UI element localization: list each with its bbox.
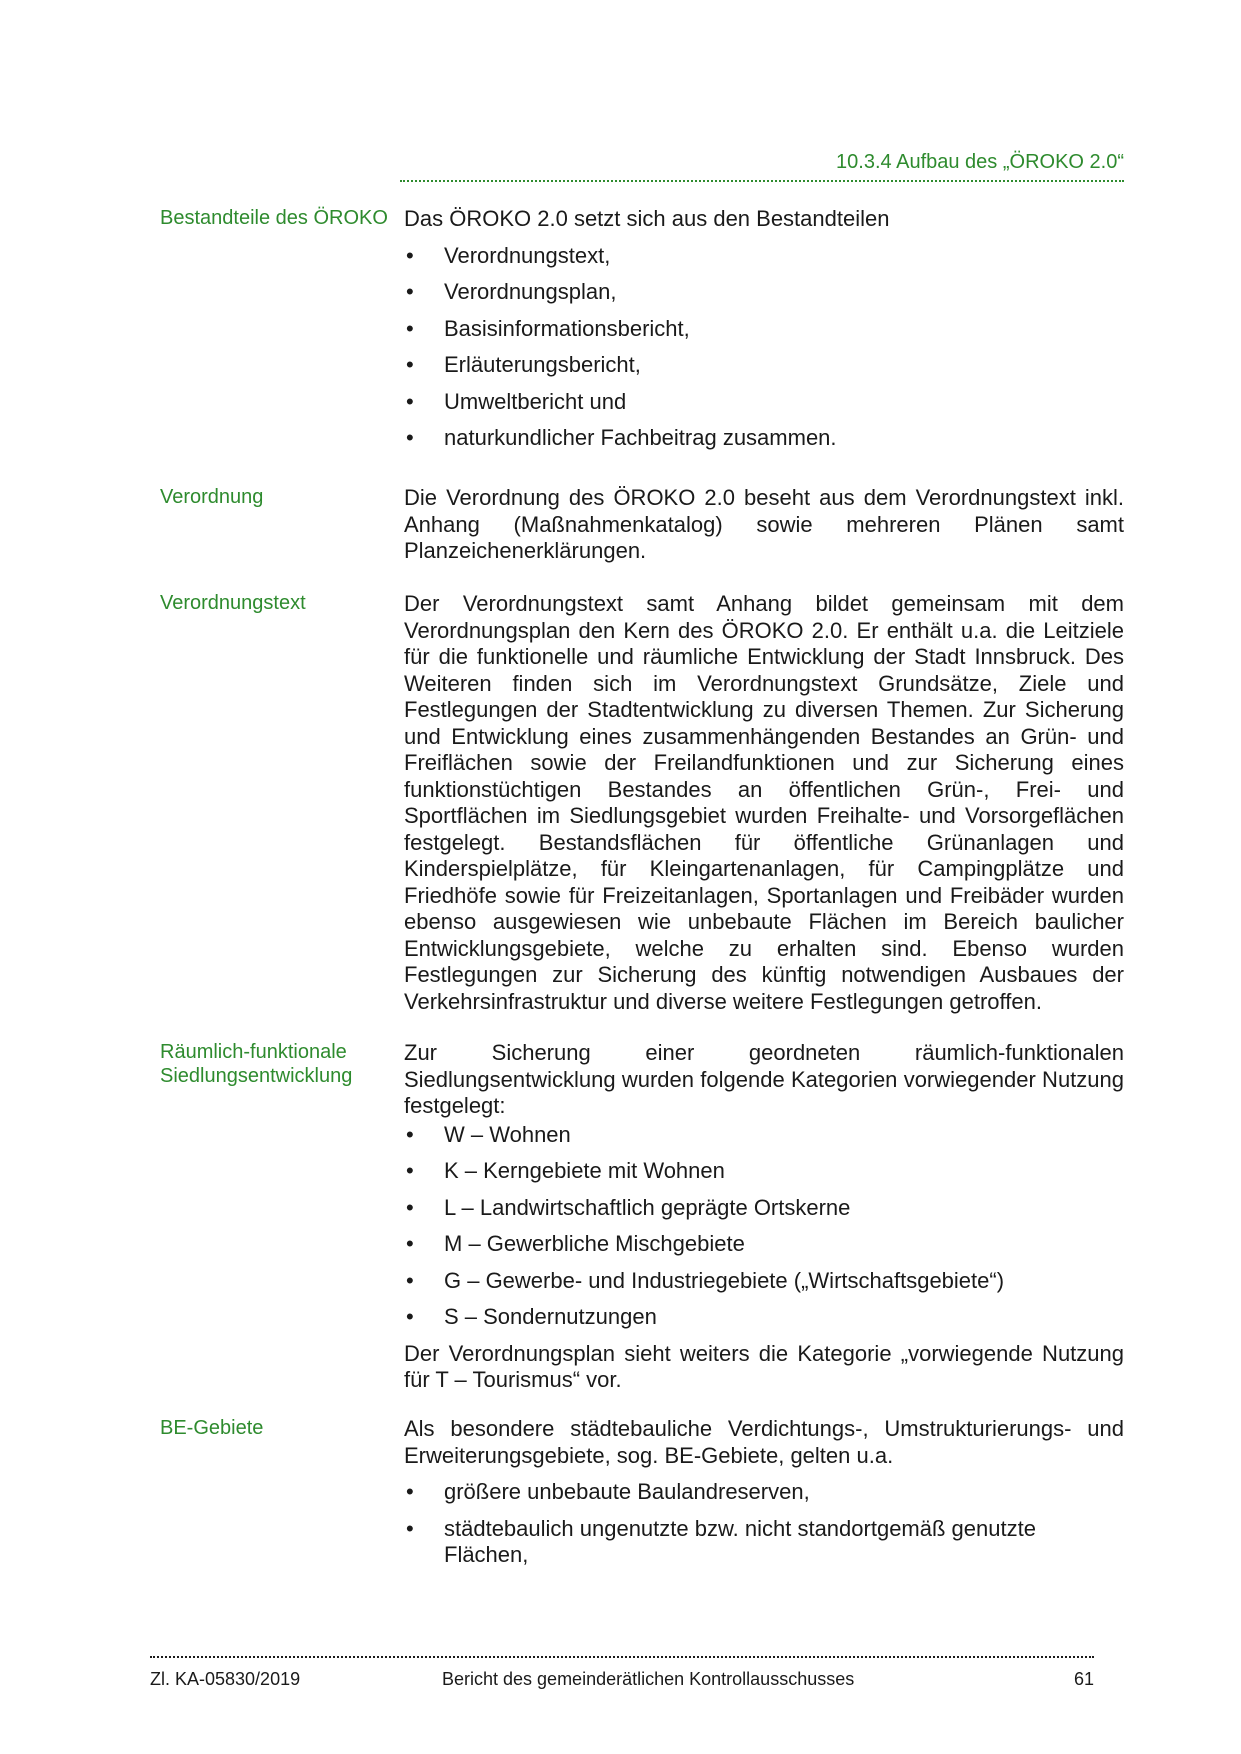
footer-title: Bericht des gemeinderätlichen Kontrollausschusses: [442, 1669, 855, 1689]
paragraph-intro: Das ÖROKO 2.0 setzt sich aus den Bestandteilen: [404, 206, 890, 231]
list-item: • Umweltbericht und: [404, 389, 1124, 416]
list-item: • M – Gewerbliche Mischgebiete: [404, 1231, 1124, 1258]
bullet-list-be-gebiete: [404, 1479, 1124, 1569]
section-header: 10.3.4 Aufbau des „ÖROKO 2.0“: [400, 150, 1124, 182]
paragraph-verordnung: Die Verordnung des ÖROKO 2.0 beseht aus dem Verordnungstext inkl. Anhang (Maßnahmenkatalog) sowie mehreren Plänen samt Planzeichenerklärungen.: [404, 485, 1124, 563]
margin-label-verordnung: Verordnung: [160, 486, 264, 508]
content-raeumlich: [404, 1040, 1124, 1394]
list-item: • L – Landwirtschaftlich geprägte Ortskerne: [404, 1195, 1124, 1222]
list-item: • größere unbebaute Baulandreserven,: [404, 1479, 1124, 1506]
list-item: • Basisinformationsbericht,: [404, 316, 1124, 343]
list-item: • Verordnungstext,: [404, 243, 1124, 270]
list-item: • städtebaulich ungenutzte bzw. nicht standortgemäß genutzte Flächen,: [404, 1516, 1124, 1569]
margin-label-be-gebiete: BE-Gebiete: [160, 1417, 264, 1439]
content-be-gebiete: [404, 1416, 1124, 1579]
list-item: • G – Gewerbe- und Industriegebiete („Wirtschaftsgebiete“): [404, 1268, 1124, 1295]
list-item: • Verordnungsplan,: [404, 279, 1124, 306]
list-item: • K – Kerngebiete mit Wohnen: [404, 1158, 1124, 1185]
paragraph-outro: Der Verordnungsplan sieht weiters die Kategorie „vorwiegende Nutzung für T – Tourismus“ vor.: [404, 1340, 1124, 1392]
margin-label-bestandteile: Bestandteile des ÖROKO: [160, 207, 388, 229]
list-item: • W – Wohnen: [404, 1122, 1124, 1149]
paragraph-intro: Als besondere städtebauliche Verdichtungs-, Umstrukturierungs- und Erweiterungsgebiete, sog. BE-Gebiete, gelten u.a.: [404, 1416, 1124, 1468]
bullet-list-nutzung: [404, 1122, 1124, 1331]
list-item: • naturkundlicher Fachbeitrag zusammen.: [404, 425, 1124, 452]
footer-divider: [150, 1656, 1094, 1658]
list-item: • Erläuterungsbericht,: [404, 352, 1124, 379]
page-number: 61: [1073, 1669, 1094, 1689]
content-bestandteile: [404, 206, 1124, 462]
bullet-list-bestandteile: [404, 243, 1124, 452]
margin-label-verordnungstext: Verordnungstext: [160, 592, 306, 614]
paragraph-verordnungstext: Der Verordnungstext samt Anhang bildet gemeinsam mit dem Verordnungsplan den Kern des ÖROKO 2.0. Er enthält u.a. die Leitziele für die funktionelle und räumliche Entwicklung der Stadt Innsbruck. Des Weiteren finden sich im Verordnungstext Grundsätze, Ziele und Festlegungen der Stadtentwicklung zu diversen Themen. Zur Sicherung und Entwicklung eines zusammenhängenden Bestandes an Grün- und Freiflächen sowie der Freilandfunktionen und zur Sicherung eines funktionstüchtigen Bestandes an öffentlichen Grün-, Frei- und Sportflächen im Siedlungsgebiet wurden Freihalte- und Vorsorgeflächen festgelegt. Bestandsflächen für öffentliche Grünanlagen und Kinderspielplätze, für Kleingartenanlagen, für Campingplätze und Friedhöfe sowie für Freizeitanlagen, Sportanlagen und Freibäder wurden ebenso ausgewiesen wie unbebaute Flächen im Bereich baulicher Entwicklungsgebiete, welche zu erhalten sind. Ebenso wurden Festlegungen zur Sicherung des künftig notwendigen Ausbaues der Verkehrsinfrastruktur und diverse weitere Festlegungen getroffen.: [404, 591, 1124, 1014]
margin-label-raeumlich: Räumlich-funktionale Siedlungsentwicklung: [160, 1041, 353, 1087]
list-item: • S – Sondernutzungen: [404, 1304, 1124, 1331]
paragraph-intro: Zur Sicherung einer geordneten räumlich-funktionalen Siedlungsentwicklung wurden folgende Kategorien vorwiegender Nutzung festgelegt:: [404, 1040, 1124, 1118]
footer-reference: Zl. KA-05830/2019: [150, 1669, 301, 1689]
